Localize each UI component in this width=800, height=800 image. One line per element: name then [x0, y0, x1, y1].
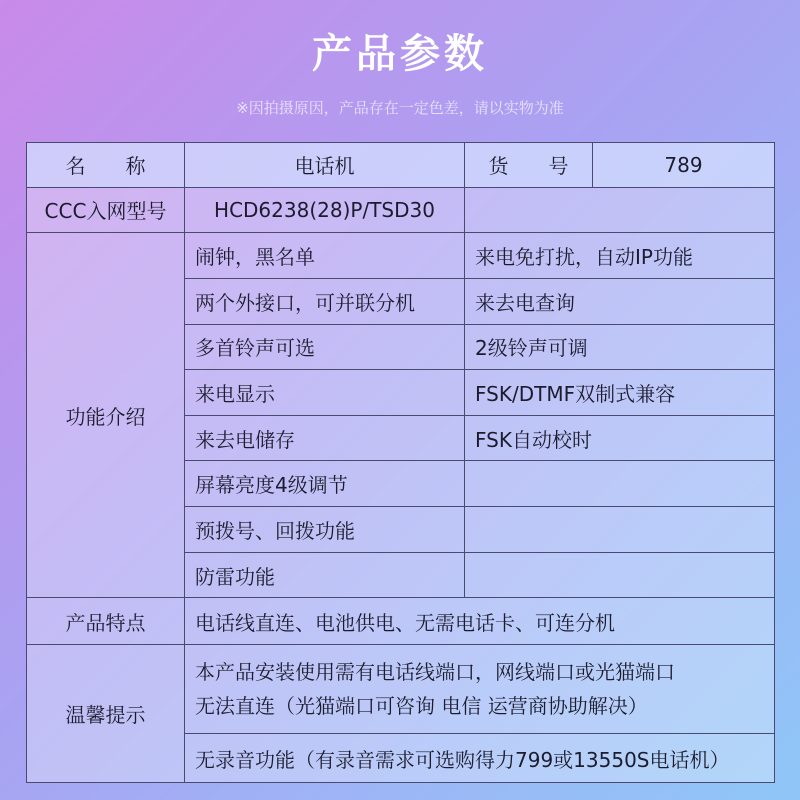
feature-right: FSK自动校时 [465, 415, 775, 461]
spec-table [26, 142, 775, 783]
table-row-characteristics [27, 598, 775, 645]
ccc-empty [465, 187, 775, 233]
tip-recording: 无录音功能（有录音需求可选购得力799或13550S电话机） [185, 734, 775, 783]
code-value: 789 [593, 143, 775, 188]
tip-line: 无法直连（光猫端口可咨询 电信 运营商协助解决） [195, 694, 648, 719]
ccc-label: CCC入网型号 [27, 187, 185, 233]
feature-right [465, 552, 775, 598]
tip-line: 本产品安装使用需有电话线端口，网线端口或光猫端口 [195, 660, 675, 685]
feature-right [465, 461, 775, 507]
table-row-tips [27, 645, 775, 734]
feature-left: 多首铃声可选 [185, 324, 465, 370]
tip-install [185, 645, 775, 734]
page-title: 产品参数 [312, 31, 488, 77]
feature-left: 两个外接口，可并联分机 [185, 278, 465, 324]
feature-left: 屏幕亮度4级调节 [185, 461, 465, 507]
feature-right [465, 507, 775, 553]
table-row-feature [27, 233, 775, 279]
name-value: 电话机 [185, 143, 465, 188]
characteristics-label: 产品特点 [27, 598, 185, 645]
feature-left: 来去电储存 [185, 415, 465, 461]
feature-left: 防雷功能 [185, 552, 465, 598]
table-row-name [27, 143, 775, 188]
feature-left: 闹钟，黑名单 [185, 233, 465, 279]
feature-right: FSK/DTMF双制式兼容 [465, 370, 775, 416]
feature-left: 来电显示 [185, 370, 465, 416]
feature-right: 2级铃声可调 [465, 324, 775, 370]
feature-right: 来去电查询 [465, 278, 775, 324]
warm-tip-label: 温馨提示 [27, 645, 185, 783]
feature-left: 预拨号、回拨功能 [185, 507, 465, 553]
color-disclaimer: ※因拍摄原因，产品存在一定色差，请以实物为准 [236, 99, 564, 117]
ccc-value: HCD6238(28)P/TSD30 [185, 187, 465, 233]
feature-right: 来电免打扰，自动IP功能 [465, 233, 775, 279]
table-row-ccc [27, 187, 775, 233]
code-label: 货 号 [465, 143, 593, 188]
features-label: 功能介绍 [27, 233, 185, 598]
name-label: 名 称 [27, 143, 185, 188]
characteristics-value: 电话线直连、电池供电、无需电话卡、可连分机 [185, 598, 775, 645]
